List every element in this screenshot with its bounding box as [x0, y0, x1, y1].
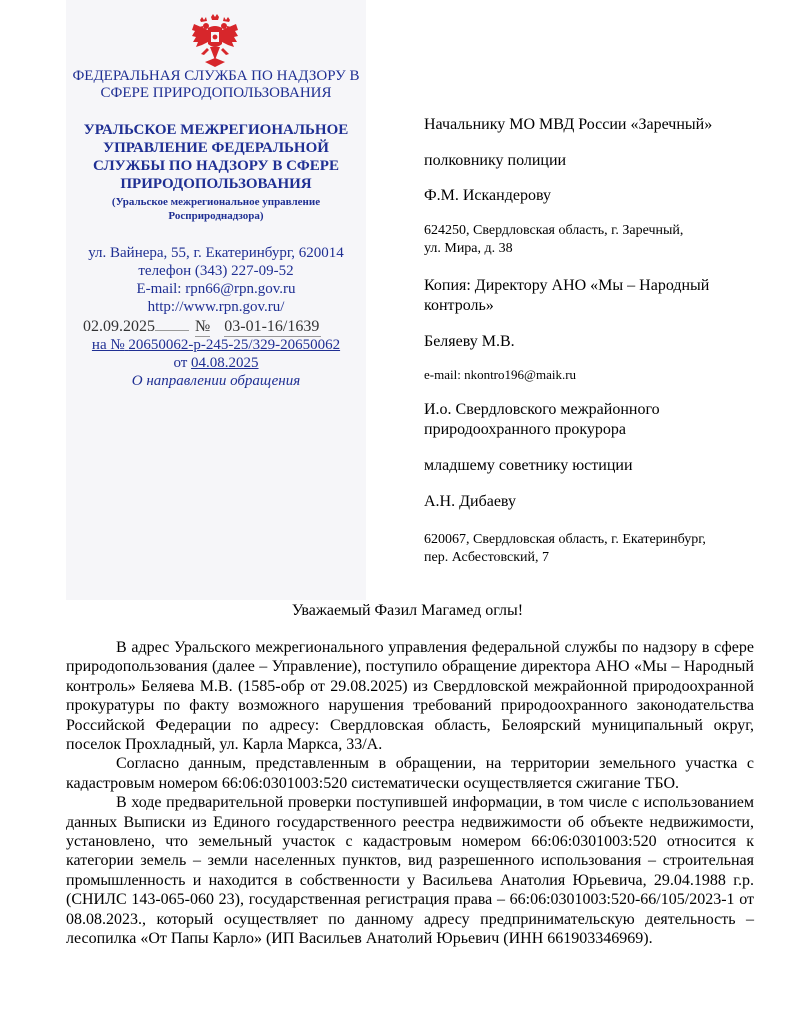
sender-website: http://www.rpn.gov.ru/ [147, 299, 285, 315]
body-paragraph: В адрес Уральского межрегионального управления федеральной службы по надзору в сфере природопользования (далее – Управление), поступило обращение директора АНО «Мы – Народный контроль» Беляева М.В. (1585-обр от 29.08.2025) из Свердловской межрайонной природоохранной прокуратуры по факту возможного нарушения требований природоохранного законодательства Российской Федерации по адресу: Свердловская область, Белоярский муниципальный округ, поселок Прохладный, ул. Карла Маркса, 33/А. [66, 639, 754, 754]
reference-date-line [66, 354, 366, 372]
copy-recipient-email: e-mail: nkontro196@maik.ru [424, 367, 577, 382]
office-short-line: Росприроднадзора) [168, 210, 264, 222]
office-short-line: (Уральское межрегиональное управление [111, 196, 321, 208]
prosecutor-title [424, 400, 754, 440]
coat-of-arms-emblem-icon [191, 14, 239, 68]
agency-name-line: СФЕРЕ ПРИРОДОПОЛЬЗОВАНИЯ [100, 85, 332, 101]
sender-email: E-mail: rpn66@rpn.gov.ru [136, 281, 296, 297]
date-blank [155, 316, 189, 331]
letter-body [66, 638, 754, 949]
body-paragraph: В ходе предварительной проверки поступившей информации, в том числе с использованием данных Выписки из Единого государственного реестра недвижимости об объекте недвижимости, установлено, что земельный участок с кадастровым номером 66:06:0301003:520 относится к категории земель – земли населенных пунктов, вид разрешенного использования – строительная промышленность и находится в собственности у Васильева Анатолия Юрьевича, 29.04.1988 г.р. (СНИЛС 143-065-060 23), государственная регистрация права – 66:06:0301003:520-66/105/2023-1 от 08.08.2023., который осуществляет по данному адресу предпринимательскую деятельность – лесопилка «От Папы Карло» (ИП Васильев Анатолий Юрьевич (ИНН 661903346969). [66, 794, 754, 948]
copy-recipient-name: Беляеву М.В. [424, 333, 515, 350]
reference-block [66, 336, 366, 372]
recipient-address-line: 624250, Свердловская область, г. Заречный, [424, 223, 684, 238]
recipient-address-line: ул. Мира, д. 38 [424, 241, 513, 256]
letter-number: 03-01-16/1639 [224, 318, 320, 335]
reference-prefix: на № [91, 337, 125, 353]
copy-recipient-line: Копия: Директору АНО «Мы – Народный [424, 277, 710, 294]
office-name-line: УПРАВЛЕНИЕ ФЕДЕРАЛЬНОЙ [103, 140, 329, 156]
copy-recipient-line: контроль» [424, 297, 494, 314]
registration-line [83, 316, 321, 337]
prosecutor-address-line: 620067, Свердловская область, г. Екатеринбург, [424, 532, 706, 547]
reference-date: 04.08.2025 [191, 355, 259, 371]
agency-name-line: ФЕДЕРАЛЬНАЯ СЛУЖБА ПО НАДЗОРУ В [72, 68, 360, 84]
recipient-address [424, 222, 754, 258]
office-name-line: СЛУЖБЫ ПО НАДЗОРУ В СФЕРЕ [93, 158, 339, 174]
agency-name [66, 68, 366, 102]
prosecutor-address [424, 531, 754, 567]
recipient-name: Ф.М. Искандерову [424, 187, 551, 204]
letter-subject: О направлении обращения [131, 373, 301, 389]
reference-number-line [66, 336, 366, 354]
prosecutor-name: А.Н. Дибаеву [424, 493, 516, 510]
office-short-name [76, 195, 356, 223]
office-name-line: ПРИРОДОПОЛЬЗОВАНИЯ [120, 176, 312, 192]
copy-recipient-title [424, 276, 754, 316]
prosecutor-address-line: пер. Асбестовский, 7 [424, 550, 550, 565]
sender-phone: телефон (343) 227-09-52 [138, 263, 294, 279]
number-sign: № [195, 318, 211, 335]
prosecutor-title-line: природоохранного прокурора [424, 421, 627, 438]
body-paragraph: Согласно данным, представленным в обращении, на территории земельного участка с кадастровым номером 66:06:0301003:520 систематически осуществляется сжигание ТБО. [66, 755, 754, 792]
reference-date-prefix: от [173, 355, 188, 371]
greeting: Уважаемый Фазил Магамед оглы! [291, 602, 524, 619]
sender-address: ул. Вайнера, 55, г. Екатеринбург, 620014 [88, 245, 344, 261]
office-name-line: УРАЛЬСКОЕ МЕЖРЕГИОНАЛЬНОЕ [83, 122, 349, 138]
letter-date: 02.09.2025 [83, 318, 155, 335]
reference-number: 20650062-р-245-25/329-20650062 [128, 337, 341, 353]
recipient-title: Начальнику МО МВД России «Заречный» [424, 116, 713, 133]
prosecutor-rank: младшему советнику юстиции [424, 457, 633, 474]
prosecutor-title-line: И.о. Свердловского межрайонного [424, 401, 660, 418]
sender-contacts [66, 244, 366, 316]
office-name [66, 121, 366, 193]
recipient-rank: полковнику полиции [424, 152, 567, 169]
